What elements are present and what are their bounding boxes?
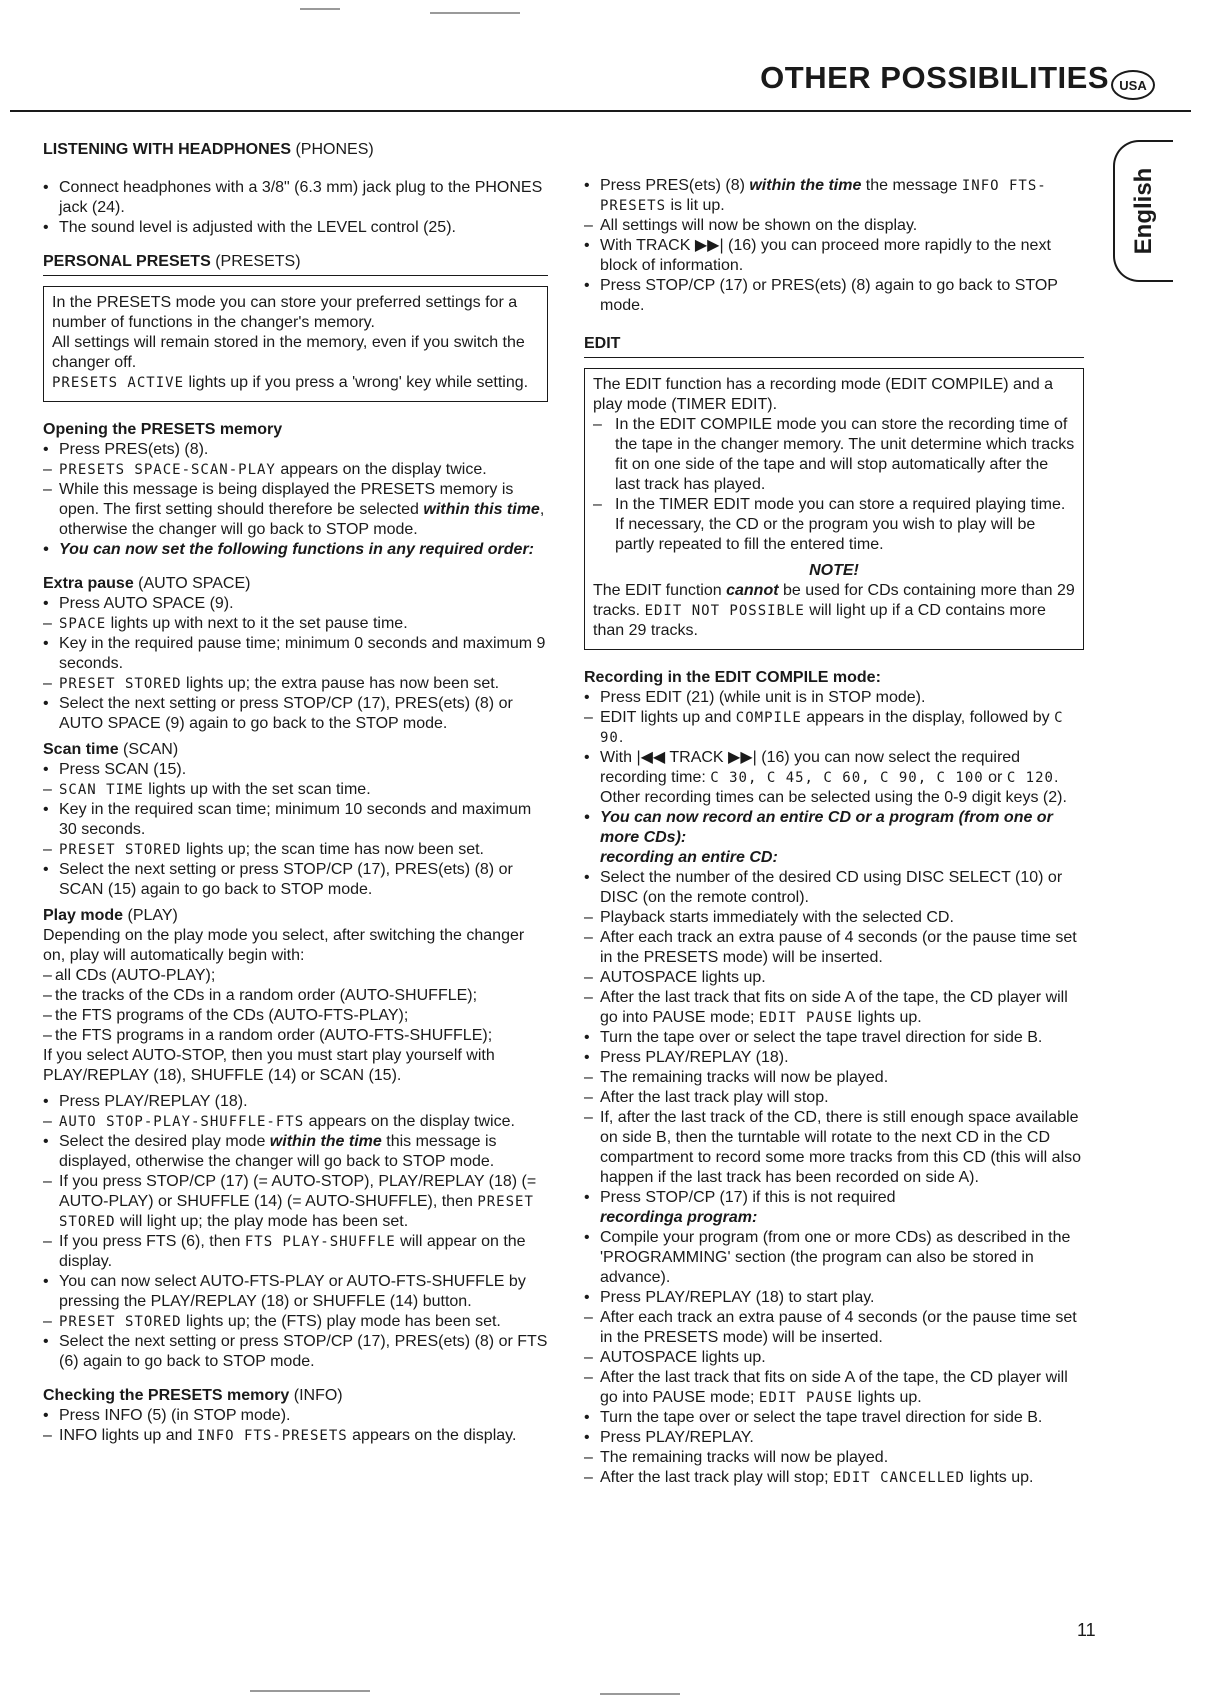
list-item: • You can now select AUTO-FTS-PLAY or AUTO-FTS-SHUFFLE by pressing the PLAY/REPLAY (18) or SHUFFLE (14) button. (43, 1273, 526, 1310)
list-item: • Press INFO (5) (in STOP mode). (43, 1407, 291, 1424)
list-item: • Press STOP/CP (17) if this is not required (584, 1189, 896, 1206)
list-item: • Select the next setting or press STOP/CP (17), PRES(ets) (8) or FTS (6) again to go back to STOP mode. (43, 1333, 548, 1370)
play-mode-heading: Play mode (PLAY) (43, 907, 178, 924)
list-item: – If, after the last track of the CD, there is still enough space available on side B, then the turntable will rotate to the next CD in the CD compartment to record some more tracks from this CD (this will also happen if the last track has been recorded on side A). (584, 1109, 1082, 1186)
list-item: • Press PLAY/REPLAY (18). (43, 1093, 248, 1110)
list-item: – After the last track play will stop; EDIT CANCELLED lights up. (584, 1469, 1034, 1486)
edit-heading: EDIT (584, 334, 1084, 358)
list-item: – The remaining tracks will now be played. (584, 1069, 889, 1086)
list-item: – AUTOSPACE lights up. (584, 969, 766, 986)
note-title: NOTE! (809, 562, 859, 579)
opening-heading: Opening the PRESETS memory (43, 421, 283, 438)
presets-heading: PERSONAL PRESETS (PRESETS) (43, 252, 548, 276)
list-item: – After the last track that fits on side A of the tape, the CD player will go into PAUSE mode; EDIT PAUSE lights up. (584, 989, 1068, 1026)
edit-info-box (584, 368, 1084, 650)
language-tab-label: English (1130, 167, 1157, 255)
list-item: – PRESET STORED lights up; the (FTS) play mode has been set. (43, 1313, 501, 1330)
list-item: • Press AUTO SPACE (9). (43, 595, 234, 612)
list-item: – all CDs (AUTO-PLAY); (43, 967, 216, 984)
list-item: • Turn the tape over or select the tape travel direction for side B. (584, 1029, 1043, 1046)
list-item: • Press PLAY/REPLAY (18) to start play. (584, 1289, 875, 1306)
list-item: – In the EDIT COMPILE mode you can store the recording time of the tape in the changer memory. The unit determine which tracks fit on one side of the tape and will stop automatically after the last track has played. (593, 416, 1075, 493)
list-item: – AUTOSPACE lights up. (584, 1349, 766, 1366)
paragraph: Depending on the play mode you select, after switching the changer on, play will automatically begin with: (43, 927, 525, 964)
list-item: • Press PRES(ets) (8) within the time the message INFO FTS-PRESETS is lit up. (584, 177, 1047, 214)
extra-pause-heading: Extra pause (AUTO SPACE) (43, 575, 251, 592)
box-text: The EDIT function has a recording mode (EDIT COMPILE) and a play mode (TIMER EDIT). (593, 376, 1054, 413)
subheading: recording an entire CD: (600, 849, 778, 866)
list-item: – If you press STOP/CP (17) (= AUTO-STOP), PLAY/REPLAY (18) (= AUTO-PLAY) or SHUFFLE (14) (= AUTO-SHUFFLE), then PRESET STORED will light up; the play mode has been set. (43, 1173, 537, 1230)
left-column (43, 140, 548, 1446)
box-text: All settings will remain stored in the memory, even if you switch the changer off. (52, 334, 525, 371)
box-text: In the PRESETS mode you can store your preferred settings for a number of functions in the changer's memory. (52, 294, 518, 331)
list-item: – After each track an extra pause of 4 seconds (or the pause time set in the PRESETS mode) will be inserted. (584, 929, 1077, 966)
box-text: PRESETS ACTIVE lights up if you press a 'wrong' key while setting. (52, 374, 529, 391)
scan-noise (430, 12, 520, 14)
list-item: • Compile your program (from one or more CDs) as described in the 'PROGRAMMING' section (the program can also be stored in advance). (584, 1229, 1071, 1286)
list-item: • Key in the required pause time; minimum 0 seconds and maximum 9 seconds. (43, 635, 546, 672)
right-column (584, 176, 1084, 1488)
header-rule (10, 110, 1191, 112)
list-item: – While this message is being displayed the PRESETS memory is open. The first setting should therefore be selected within this time, otherwise the changer will go back to STOP mode. (43, 481, 545, 538)
list-item: – Playback starts immediately with the selected CD. (584, 909, 954, 926)
list-item: – the FTS programs in a random order (AUTO-FTS-SHUFFLE); (43, 1027, 493, 1044)
list-item: • Select the number of the desired CD using DISC SELECT (10) or DISC (on the remote control). (584, 869, 1063, 906)
list-item: – The remaining tracks will now be played. (584, 1449, 889, 1466)
list-item: • Press STOP/CP (17) or PRES(ets) (8) again to go back to STOP mode. (584, 277, 1058, 314)
list-item: • With |◀◀ TRACK ▶▶| (16) you can now select the required recording time: C 30, C 45, C 60, C 90, C 100 or C 120. Other recording times can be selected using the 0-9 digit keys (2). (584, 749, 1067, 806)
list-item: • Key in the required scan time; minimum 10 seconds and maximum 30 seconds. (43, 801, 532, 838)
scan-noise (300, 8, 340, 10)
list-item: – After the last track play will stop. (584, 1089, 829, 1106)
list-item: • The sound level is adjusted with the LEVEL control (25). (43, 219, 456, 236)
list-item: • You can now set the following functions in any required order: (43, 541, 534, 558)
list-item: • Press PLAY/REPLAY (18). (584, 1049, 789, 1066)
scan-noise (250, 1690, 370, 1692)
list-item: • Press PLAY/REPLAY. (584, 1429, 754, 1446)
list-item: – After the last track that fits on side A of the tape, the CD player will go into PAUSE mode; EDIT PAUSE lights up. (584, 1369, 1068, 1406)
headphones-heading: LISTENING WITH HEADPHONES (PHONES) (43, 141, 374, 158)
list-item: – PRESET STORED lights up; the scan time has now been set. (43, 841, 484, 858)
list-item: – If you press FTS (6), then FTS PLAY-SHUFFLE will appear on the display. (43, 1233, 526, 1270)
list-item: – INFO lights up and INFO FTS-PRESETS appears on the display. (43, 1427, 517, 1444)
presets-info-box (43, 286, 548, 402)
scan-noise (600, 1693, 680, 1695)
list-item: • With TRACK ▶▶| (16) you can proceed more rapidly to the next block of information. (584, 237, 1051, 274)
paragraph: If you select AUTO-STOP, then you must start play yourself with PLAY/REPLAY (18), SHUFFLE (14) or SCAN (15). (43, 1047, 495, 1084)
page-title: OTHER POSSIBILITIES (760, 60, 1109, 95)
list-item: • Select the desired play mode within the time this message is displayed, otherwise the changer will go back to STOP mode. (43, 1133, 497, 1170)
list-item: • Select the next setting or press STOP/CP (17), PRES(ets) (8) or AUTO SPACE (9) again to go back to the STOP mode. (43, 695, 513, 732)
checking-heading: Checking the PRESETS memory (INFO) (43, 1387, 343, 1404)
list-item: – After each track an extra pause of 4 seconds (or the pause time set in the PRESETS mode) will be inserted. (584, 1309, 1077, 1346)
region-badge: USA (1111, 70, 1155, 100)
list-item: • Connect headphones with a 3/8" (6.3 mm) jack plug to the PHONES jack (24). (43, 179, 543, 216)
list-item: • Turn the tape over or select the tape travel direction for side B. (584, 1409, 1043, 1426)
note-text: The EDIT function cannot be used for CDs containing more than 29 tracks. EDIT NOT POSSIBLE will light up if a CD contains more than 29 tracks. (593, 582, 1075, 639)
list-item: • Press EDIT (21) (while unit is in STOP mode). (584, 689, 926, 706)
scan-time-heading: Scan time (SCAN) (43, 741, 179, 758)
page-number: 11 (1077, 1620, 1096, 1640)
list-item: – All settings will now be shown on the display. (584, 217, 918, 234)
list-item: – PRESETS SPACE-SCAN-PLAY appears on the display twice. (43, 461, 487, 478)
list-item: – the tracks of the CDs in a random order (AUTO-SHUFFLE); (43, 987, 478, 1004)
list-item: – AUTO STOP-PLAY-SHUFFLE-FTS appears on the display twice. (43, 1113, 515, 1130)
list-item: • Press PRES(ets) (8). (43, 441, 209, 458)
language-tab (1113, 140, 1173, 282)
list-item: – EDIT lights up and COMPILE appears in the display, followed by C 90. (584, 709, 1064, 746)
list-item: – the FTS programs of the CDs (AUTO-FTS-PLAY); (43, 1007, 409, 1024)
subheading: recordinga program: (600, 1209, 758, 1226)
list-item: – In the TIMER EDIT mode you can store a required playing time. If necessary, the CD or the program you wish to play will be partly repeated to fill the entered time. (593, 496, 1066, 553)
list-item: • You can now record an entire CD or a program (from one or more CDs): (584, 809, 1053, 846)
list-item: – SPACE lights up with next to it the set pause time. (43, 615, 408, 632)
list-item: • Select the next setting or press STOP/CP (17), PRES(ets) (8) or SCAN (15) again to go back to STOP mode. (43, 861, 513, 898)
recording-heading: Recording in the EDIT COMPILE mode: (584, 669, 881, 686)
list-item: – SCAN TIME lights up with the set scan time. (43, 781, 371, 798)
list-item: – PRESET STORED lights up; the extra pause has now been set. (43, 675, 500, 692)
list-item: • Press SCAN (15). (43, 761, 187, 778)
